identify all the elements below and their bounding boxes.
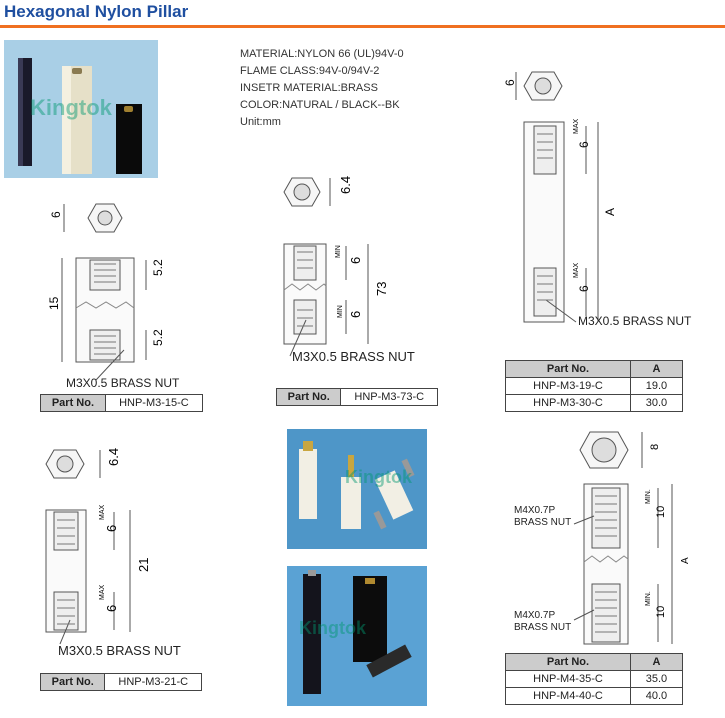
part-no-header: Part No. xyxy=(277,389,341,406)
part-no-header: Part No. xyxy=(506,654,631,671)
part-no-value: HNP-M3-73-C xyxy=(341,389,438,406)
table-m3-a xyxy=(505,360,683,412)
dim-length-a: A xyxy=(603,207,617,216)
spec-insert-material: INSETR MATERIAL:BRASS xyxy=(240,82,378,94)
table-row xyxy=(506,688,683,705)
dim-length-21: 21 xyxy=(136,557,151,572)
dim-hex-8: 8 xyxy=(649,443,661,450)
label-m4-brass-nut-bottom xyxy=(514,610,571,634)
watermark: Kingtok xyxy=(30,95,112,120)
m4-thread: M4X0.7P xyxy=(514,505,556,516)
dim-min-bottom: MIN. xyxy=(645,591,652,606)
drawing-m3-73 xyxy=(270,160,450,370)
part-no-header: Part No. xyxy=(41,395,106,412)
product-photo-black-pillars xyxy=(287,566,427,706)
dim-hex-6-4: 6.4 xyxy=(338,175,353,194)
product-photo-three-pillars xyxy=(4,40,158,178)
drawing-m3-15 xyxy=(40,190,200,390)
dim-max-bottom: MAX xyxy=(573,262,580,278)
title-divider xyxy=(0,25,725,28)
part-cell: HNP-M3-30-C xyxy=(506,395,631,412)
part-no-header: Part No. xyxy=(506,361,631,378)
dim-length-a: A xyxy=(680,557,691,564)
part-no-value: HNP-M3-21-C xyxy=(105,674,202,691)
table-m3-73 xyxy=(276,388,438,406)
m4-brass-nut: BRASS NUT xyxy=(514,517,572,528)
dim-length-73: 73 xyxy=(374,281,389,296)
label-m3-brass-nut-1: M3X0.5 BRASS NUT xyxy=(66,376,180,390)
dim-nut-6-bottom: 6 xyxy=(577,285,591,292)
label-m3-brass-nut-2: M3X0.5 BRASS NUT xyxy=(292,349,415,364)
dim-length-15: 15 xyxy=(47,296,61,310)
a-header: A xyxy=(630,361,682,378)
watermark: Kingtok xyxy=(345,467,412,487)
part-cell: HNP-M4-35-C xyxy=(506,671,631,688)
table-row xyxy=(506,671,683,688)
dim-min-top: MIN. xyxy=(645,489,652,504)
page-title: Hexagonal Nylon Pillar xyxy=(4,2,189,21)
dim-nut-6-top: 6 xyxy=(577,141,591,148)
dim-nut-10-bottom: 10 xyxy=(655,605,667,618)
dim-nut-10-top: 10 xyxy=(655,505,667,518)
a-cell: 19.0 xyxy=(630,378,682,395)
table-m3-21 xyxy=(40,673,202,691)
spec-flame-class: FLAME CLASS:94V-0/94V-2 xyxy=(240,65,380,77)
spec-material: MATERIAL:NYLON 66 (UL)94V-0 xyxy=(240,48,404,60)
dim-top-5-2: 5.2 xyxy=(151,259,165,276)
dim-min-bottom: MIN xyxy=(337,305,344,318)
m4-brass-nut: BRASS NUT xyxy=(514,622,572,633)
a-header: A xyxy=(630,654,682,671)
table-m4-a xyxy=(505,653,683,705)
dim-nut-6-top: 6 xyxy=(104,524,119,532)
dim-nut-6-top: 6 xyxy=(348,256,363,264)
standoffs-illustration xyxy=(287,429,427,549)
label-m3-brass-nut-4: M3X0.5 BRASS NUT xyxy=(58,643,181,658)
label-m3-brass-nut-3: M3X0.5 BRASS NUT xyxy=(578,314,692,328)
dim-hex-6: 6 xyxy=(49,211,63,218)
dim-max-top: MAX xyxy=(573,118,580,134)
part-cell: HNP-M3-19-C xyxy=(506,378,631,395)
watermark: Kingtok xyxy=(299,618,366,638)
dim-nut-6-bottom: 6 xyxy=(348,310,363,318)
spec-unit: Unit:mm xyxy=(240,116,281,128)
a-cell: 30.0 xyxy=(630,395,682,412)
product-photo-standoffs xyxy=(287,429,427,549)
dim-bottom-5-2: 5.2 xyxy=(151,329,165,346)
spec-list xyxy=(240,46,404,131)
m4-thread: M4X0.7P xyxy=(514,610,556,621)
part-no-value: HNP-M3-15-C xyxy=(105,395,202,412)
part-cell: HNP-M4-40-C xyxy=(506,688,631,705)
label-m4-brass-nut-top xyxy=(514,505,571,529)
a-cell: 40.0 xyxy=(630,688,682,705)
drawing-m3-21 xyxy=(30,440,220,660)
table-m3-15 xyxy=(40,394,203,412)
dim-hex-6: 6 xyxy=(503,79,517,86)
table-row xyxy=(506,395,683,412)
dim-min-top: MIN xyxy=(335,245,342,258)
dim-max-top: MAX xyxy=(99,504,106,520)
dim-max-bottom: MAX xyxy=(99,584,106,600)
drawing-m3-a xyxy=(498,64,718,344)
spec-color: COLOR:NATURAL / BLACK--BK xyxy=(240,99,400,111)
table-row xyxy=(506,378,683,395)
dim-hex-6-4: 6.4 xyxy=(106,447,121,466)
dim-nut-6-bottom: 6 xyxy=(104,604,119,612)
a-cell: 35.0 xyxy=(630,671,682,688)
part-no-header: Part No. xyxy=(41,674,105,691)
